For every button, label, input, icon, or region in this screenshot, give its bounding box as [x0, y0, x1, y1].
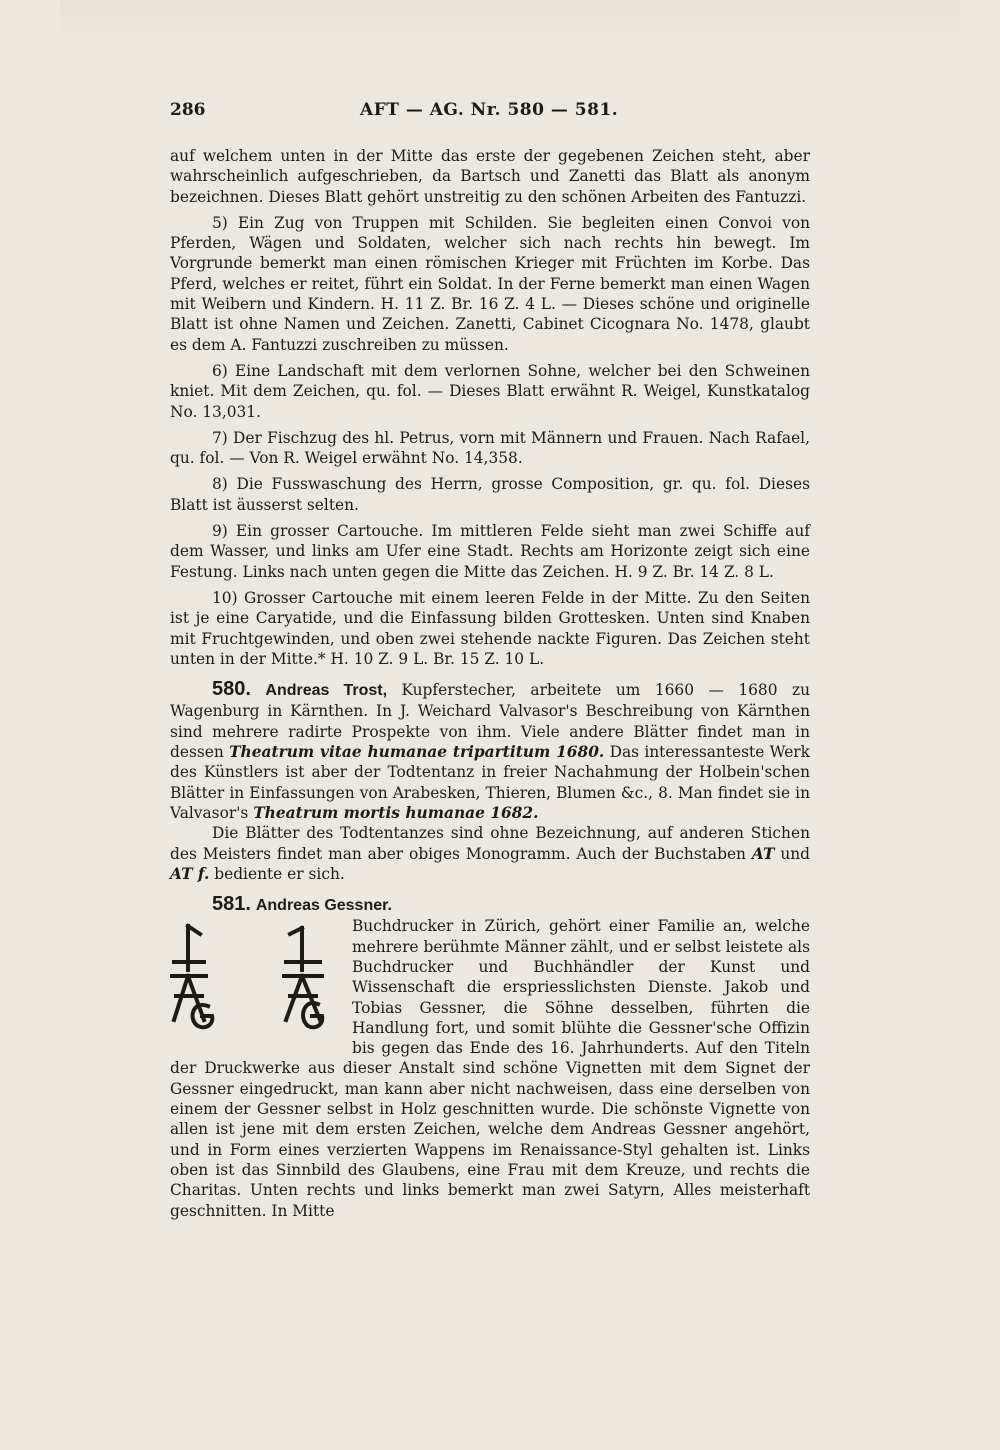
item-7: 7) Der Fischzug des hl. Petrus, vorn mit Männern und Frauen. Nach Rafael, qu. fol. — Von R. Weigel erwähnt No. 14,358.	[170, 428, 810, 468]
gessner-monograms	[170, 920, 338, 1042]
gessner-monogram-1-icon	[170, 920, 246, 1038]
item-6: 6) Eine Landschaft mit dem verlornen Sohne, welcher bei den Schweinen kniet. Mit dem Zeichen, qu. fol. — Dieses Blatt erwähnt R. Weigel, Kunstkatalog No. 13,031.	[170, 361, 810, 421]
entry-581-text: Buchdrucker in Zürich, gehört einer Familie an, welche mehrere berühmte Männer zählt, und er selbst leistete als Buchdrucker und Buchhändler der Kunst und Wissenschaft die erspriesslichsten Dienste. Jakob und Tobias Gessner, die Söhne desselben, führten die Handlung fort, und somit blühte die Gessner'sche Offizin bis gegen das Ende des 16. Jahrhunderts. Auf den Titeln der Druckwerke aus dieser Anstalt sind schöne Vignetten mit dem Signet der Gessner eingedruckt, man kann aber nicht nachweisen, dass eine derselben von einem der Gessner selbst in Holz geschnitten wurde. Die schönste Vignette von allen ist jene mit dem ersten Zeichen, welche dem Andreas Gessner angehört, und in Form eines verzierten Wappens im Renaissance-Styl gehalten ist. Links oben ist das Sinnbild des Glaubens, eine Frau mit dem Kreuze, und rechts die Charitas. Unten rechts und links bemerkt man zwei Satyrn, Alles meisterhaft geschnitten. In Mitte	[170, 917, 810, 1220]
entry-580-italic-atf: AT f.	[170, 864, 210, 883]
entry-580-italic-2: Theatrum mortis humanae 1682.	[253, 803, 539, 822]
entry-580-para-2	[170, 823, 810, 884]
entry-580-italic-at: AT	[751, 844, 775, 863]
item-5: 5) Ein Zug von Truppen mit Schilden. Sie begleiten einen Convoi von Pferden, Wägen und Soldaten, welcher sich nach rechts hin bewegt. Im Vorgrunde bemerkt man einen römischen Krieger mit Früchten im Korbe. Das Pferd, welches er reitet, führt ein Soldat. In der Ferne bemerkt man einen Wagen mit Weibern und Kindern. H. 11 Z. Br. 16 Z. 4 L. — Dieses schöne und originelle Blatt ist ohne Namen und Zeichen. Zanetti, Cabinet Cicognara No. 1478, glaubt es dem A. Fantuzzi zuschreiben zu müssen.	[170, 213, 810, 354]
page-number: 286	[170, 100, 206, 120]
gessner-monogram-2-icon	[262, 920, 338, 1038]
entry-580-number: 580.	[212, 678, 251, 701]
entry-580-para2-a: Die Blätter des Todtentanzes sind ohne Bezeichnung, auf anderen Stichen des Meisters findet man aber obiges Monogramm. Auch der Buchstaben	[170, 824, 810, 863]
entry-581-number: 581.	[212, 893, 251, 916]
scan-shadow	[60, 0, 960, 40]
paragraph-continuation: auf welchem unten in der Mitte das erste der gegebenen Zeichen steht, aber wahrscheinlich aufgeschrieben, da Bartsch und Zanetti das Blatt als anonym bezeichnen. Dieses Blatt gehört unstreitig zu den schönen Arbeiten des Fantuzzi.	[170, 147, 810, 206]
entry-580-para2-b: und	[774, 844, 810, 863]
entry-580-text-a: Kupferstecher, arbeitete um 1660 — 1680 zu Wagenburg in Kärnthen. In J. Weichard Valvasor's Beschreibung von Kärnthen sind mehrere radirte Prospekte von ihm. Viele andere Blätter findet man in dessen	[170, 681, 810, 762]
item-9: 9) Ein grosser Cartouche. Im mittleren Felde sieht man zwei Schiffe auf dem Wasser, und links am Ufer eine Stadt. Rechts am Horizonte zeigt sich eine Festung. Links nach unten gegen die Mitte das Zeichen. H. 9 Z. Br. 14 Z. 8 L.	[170, 522, 810, 581]
entry-581-name: Andreas Gessner.	[255, 897, 392, 915]
entry-580-text-b: Das interessanteste Werk des Künstlers ist aber der Todtentanz in freier Nachahmung der Holbein'schen Blätter in Einfassungen von Arabesken, Thieren, Blumen &c., 8. Man findet sie in Valvasor's	[170, 743, 810, 822]
entry-580-italic-1: Theatrum vitae humanae tripartitum 1680.	[229, 743, 605, 762]
running-header	[170, 100, 810, 124]
item-8: 8) Die Fusswaschung des Herrn, grosse Composition, gr. qu. fol. Dieses Blatt ist äusserst selten.	[170, 475, 810, 514]
item-10: 10) Grosser Cartouche mit einem leeren Felde in der Mitte. Zu den Seiten ist je eine Caryatide, und die Einfassung bilden Grottesken. Unten sind Knaben mit Fruchtgewinden, und oben zwei stehende nackte Figuren. Das Zeichen steht unten in der Mitte.* H. 10 Z. 9 L. Br. 15 Z. 10 L.	[170, 588, 810, 668]
entry-580-para2-c: bediente er sich.	[209, 864, 345, 883]
entry-581	[170, 894, 810, 916]
entry-580-name: Andreas Trost,	[265, 682, 388, 700]
entry-581-body	[170, 916, 810, 1220]
running-title: AFT — AG. Nr. 580 — 581.	[360, 100, 619, 120]
text-body	[170, 146, 810, 1221]
entry-580	[170, 679, 810, 823]
